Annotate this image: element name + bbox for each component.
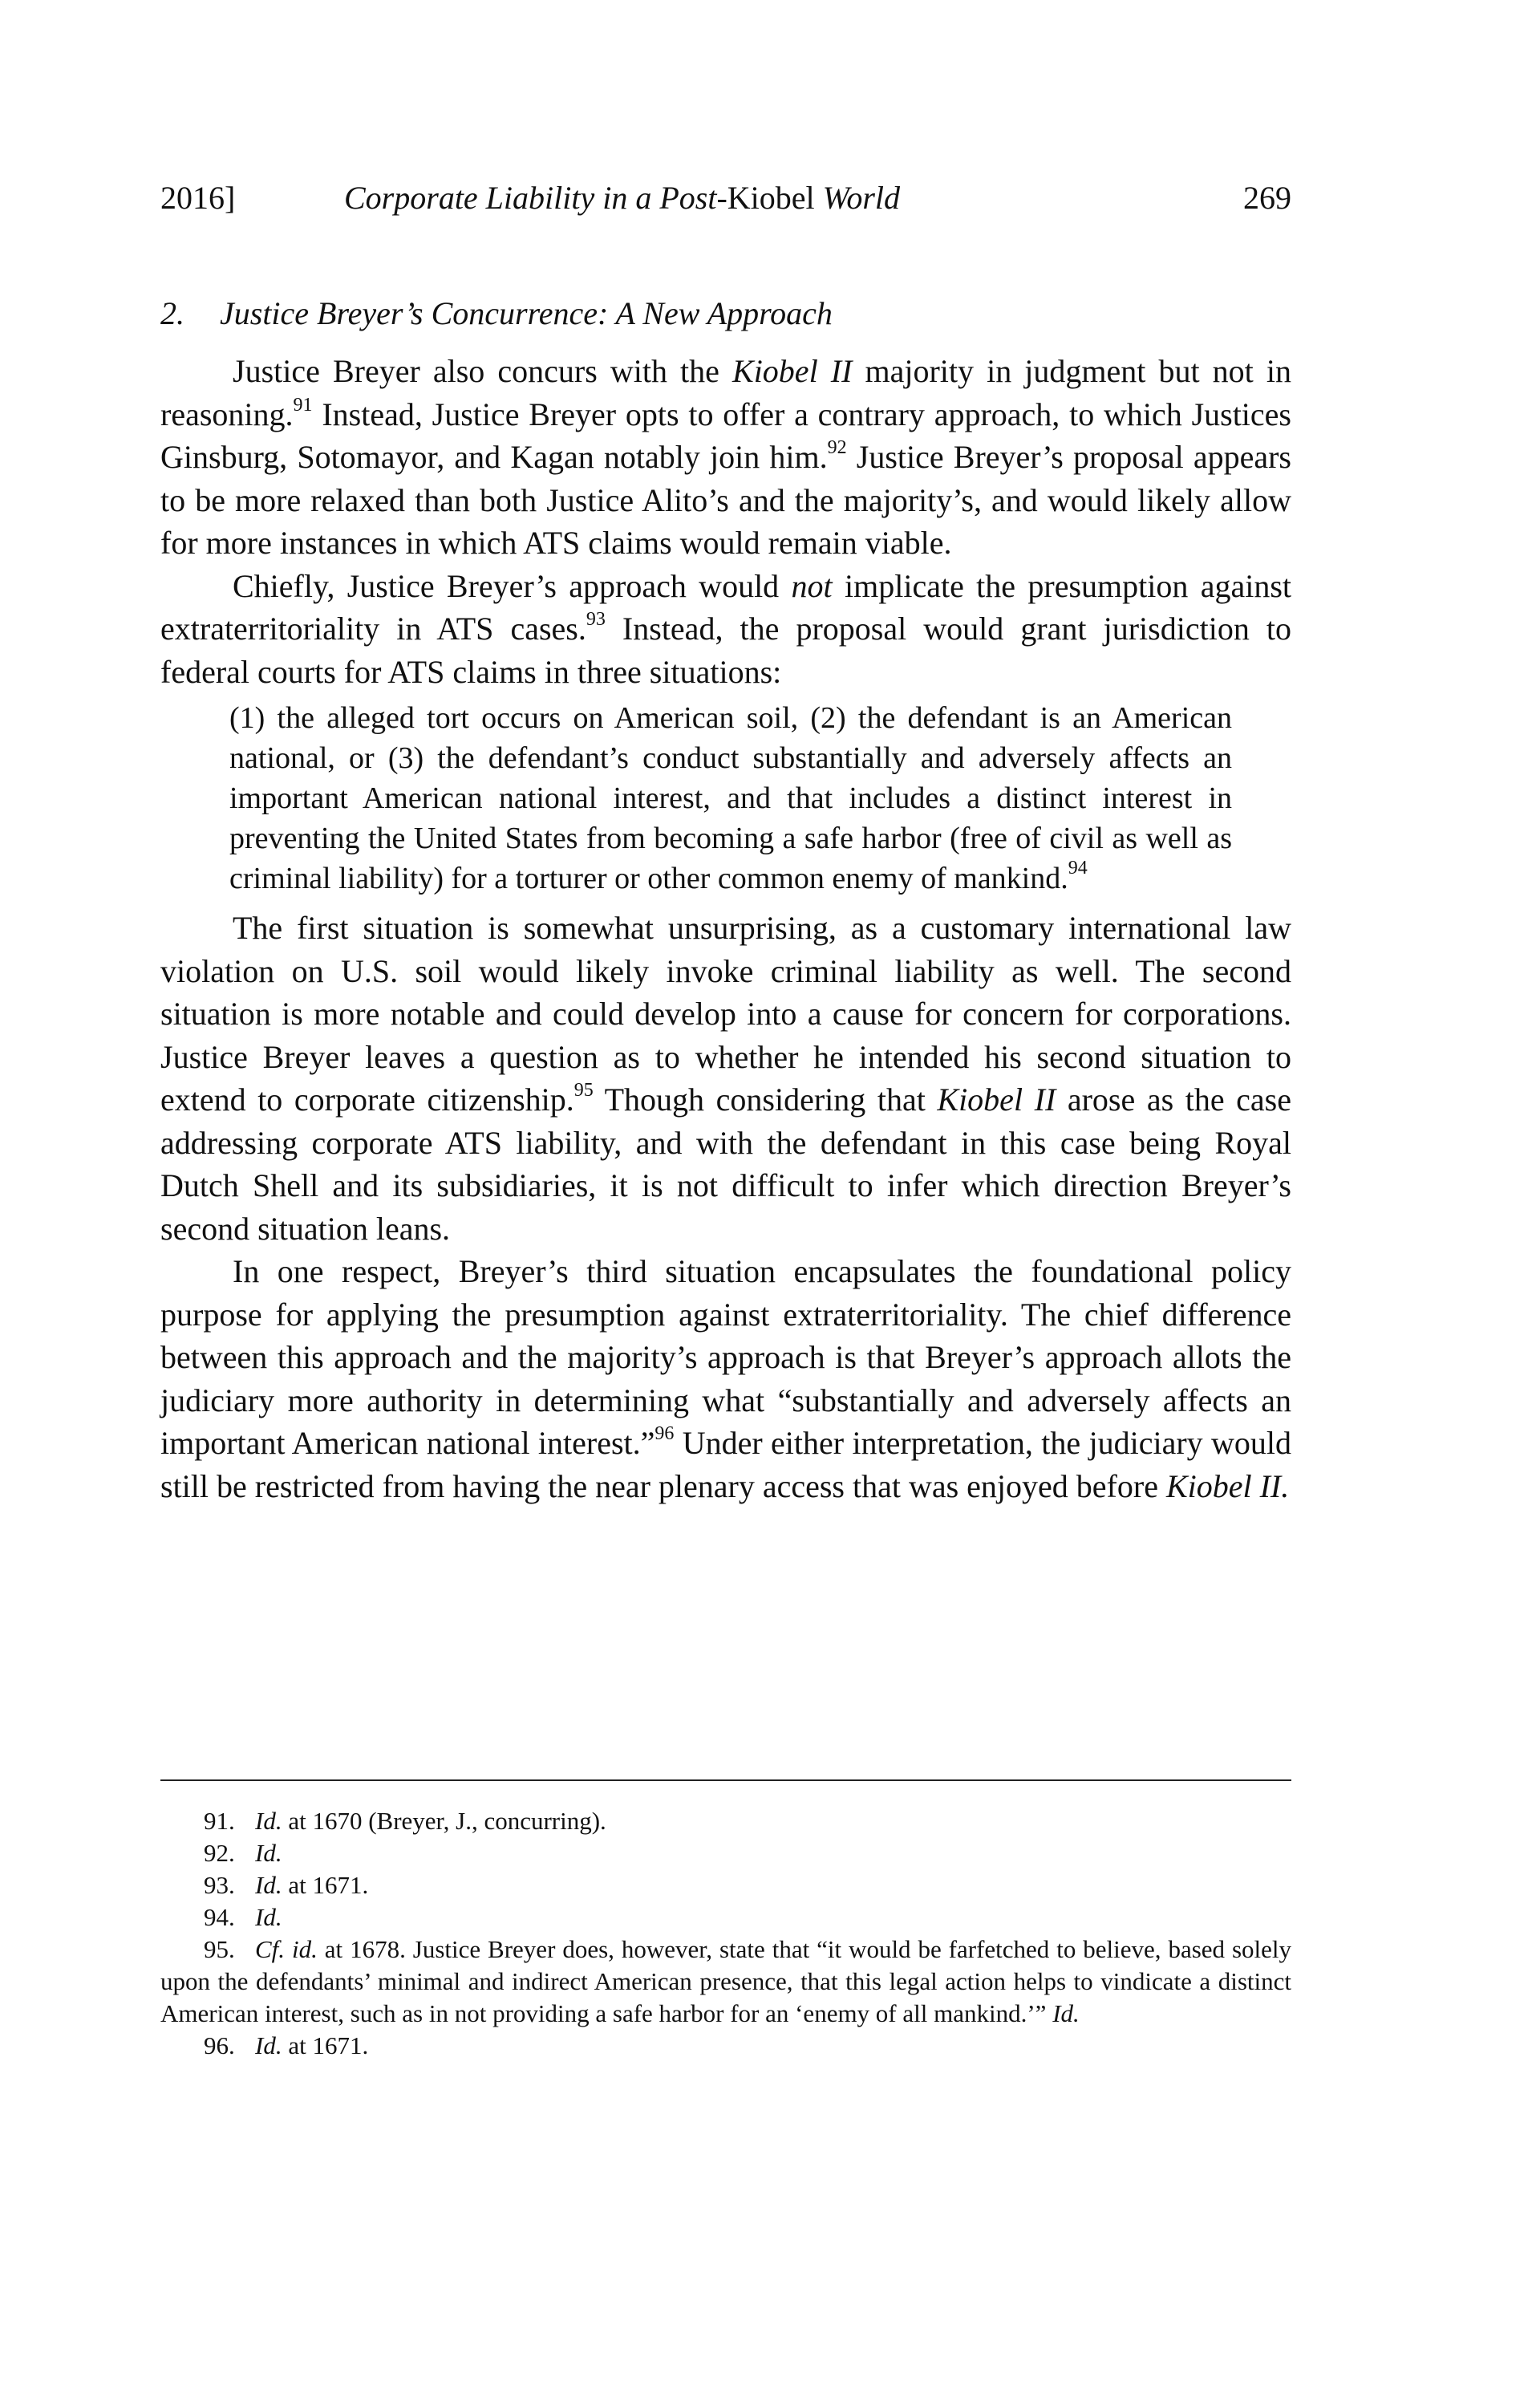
footnote-signal: Cf. id. bbox=[255, 1935, 318, 1963]
header-title bbox=[344, 178, 900, 218]
footnotes bbox=[160, 1805, 1291, 2062]
footnote-text: at 1671. bbox=[282, 2031, 369, 2059]
footnote-text: at 1670 (Breyer, J., concurring). bbox=[282, 1807, 606, 1835]
footnote-number: 95. bbox=[204, 1935, 235, 1963]
footnote-ref-94[interactable]: 94 bbox=[1068, 858, 1088, 878]
p4-case-name: Kiobel II. bbox=[1165, 1467, 1290, 1504]
footnote-94 bbox=[160, 1901, 1291, 1933]
header-title-pre: Corporate Liability in a Post- bbox=[344, 180, 727, 216]
footnote-ref-95[interactable]: 95 bbox=[573, 1080, 594, 1101]
footnote-91 bbox=[160, 1805, 1291, 1837]
paragraph-4 bbox=[160, 1250, 1291, 1507]
footnote-number: 93. bbox=[204, 1871, 235, 1899]
p3-text-b: Though considering that bbox=[593, 1081, 938, 1118]
footnote-text: at 1671. bbox=[282, 1871, 369, 1899]
p4-text-b: Under either interpretation, the judiciary would still be restricted from having the near plenary access that was enjoyed before bbox=[160, 1425, 1291, 1504]
footnote-number: 92. bbox=[204, 1839, 235, 1867]
footnote-divider bbox=[160, 1779, 1291, 1781]
body-text bbox=[160, 350, 1291, 1507]
header-year: 2016] bbox=[160, 180, 236, 216]
footnote-ref-92[interactable]: 92 bbox=[827, 437, 847, 458]
footnote-text: at 1678. Justice Breyer does, however, state that “it would be farfetched to believe, based solely upon the defendants’ minimal and indirect American presence, that this legal action helps to vindicate a distinct American interest, such as in not providing a safe harbor for an ‘enemy of all mankind.’” bbox=[160, 1935, 1291, 2027]
p1-text-c: majority in judgment but not in reasoning. bbox=[160, 353, 1291, 432]
p1-case-name: Kiobel II bbox=[732, 353, 853, 389]
p2-text-c: implicate the presumption against extraterritoriality in ATS cases. bbox=[160, 567, 1291, 647]
footnote-93 bbox=[160, 1869, 1291, 1901]
p2-text-d: Instead, the proposal would grant jurisdiction to federal courts for ATS claims in three situations: bbox=[160, 611, 1291, 690]
footnote-number: 91. bbox=[204, 1807, 235, 1835]
footnote-signal: Id. bbox=[255, 1839, 282, 1867]
footnote-ref-93[interactable]: 93 bbox=[586, 609, 606, 630]
footnote-96 bbox=[160, 2030, 1291, 2062]
p2-text-a: Chiefly, Justice Breyer’s approach would bbox=[233, 567, 792, 604]
footnote-ref-91[interactable]: 91 bbox=[293, 394, 313, 416]
quote-text: (1) the alleged tort occurs on American soil, (2) the defendant is an American national, or (3) the defendant’s conduct substantially and adversely affects an important American national interest, and that includes a distinct interest in preventing the United States from becoming a safe harbor (free of civil as well as criminal liability) for a torturer or other common enemy of mankind. bbox=[229, 701, 1232, 895]
paragraph-1 bbox=[160, 350, 1291, 565]
p2-emphasis-not: not bbox=[791, 567, 833, 604]
p3-text-d: arose as the case addressing corporate ATS liability, and with the defendant in this case being Royal Dutch Shell and its subsidiaries, it is not difficult to infer which direction Breyer’s second situation leans. bbox=[160, 1081, 1291, 1247]
p4-text-a: In one respect, Breyer’s third situation encapsulates the foundational policy purpose for applying the presumption against extraterritoriality. The chief difference between this approach and the majority’s approach is that Breyer’s approach allots the judiciary more authority in determining what “substantially and adversely affects an important American national interest.” bbox=[160, 1253, 1291, 1461]
footnote-signal: Id. bbox=[255, 1807, 282, 1835]
footnote-signal: Id. bbox=[255, 2031, 282, 2059]
section-title: Justice Breyer’s Concurrence: A New Approach bbox=[220, 295, 833, 331]
paragraph-3 bbox=[160, 907, 1291, 1250]
footnote-ref-96[interactable]: 96 bbox=[654, 1423, 675, 1444]
header-title-kiobel: Kiobel bbox=[727, 180, 815, 216]
page-number: 269 bbox=[1243, 180, 1291, 216]
p1-text-a: Justice Breyer also concurs with the bbox=[233, 353, 733, 389]
footnote-92 bbox=[160, 1837, 1291, 1869]
footnote-signal: Id. bbox=[255, 1903, 282, 1931]
footnote-signal: Id. bbox=[255, 1871, 282, 1899]
p1-text-d: Instead, Justice Breyer opts to offer a contrary approach, to which Justices Ginsburg, Sotomayor, and Kagan notably join him. bbox=[160, 396, 1291, 475]
footnote-95 bbox=[160, 1933, 1291, 2030]
footnote-number: 94. bbox=[204, 1903, 235, 1931]
p1-text-e: Justice Breyer’s proposal appears to be more relaxed than both Justice Alito’s and the majority’s, and would likely allow for more instances in which ATS claims would remain viable. bbox=[160, 439, 1291, 561]
header-title-post: World bbox=[814, 180, 900, 216]
footnote-number: 96. bbox=[204, 2031, 235, 2059]
footnote-signal-tail: Id. bbox=[1052, 1999, 1080, 2027]
paragraph-2 bbox=[160, 565, 1291, 694]
p3-case-name: Kiobel II bbox=[937, 1081, 1056, 1118]
running-head bbox=[160, 178, 1291, 218]
block-quote bbox=[229, 693, 1232, 907]
p3-text-a: The first situation is somewhat unsurprising, as a customary international law violation on U.S. soil would likely invoke criminal liability as well. The second situation is more notable and could develop into a cause for concern for corporations. Justice Breyer leaves a question as to whether he intended his second situation to extend to corporate citizenship. bbox=[160, 910, 1291, 1118]
section-number: 2. bbox=[160, 295, 184, 331]
section-heading bbox=[160, 294, 833, 334]
